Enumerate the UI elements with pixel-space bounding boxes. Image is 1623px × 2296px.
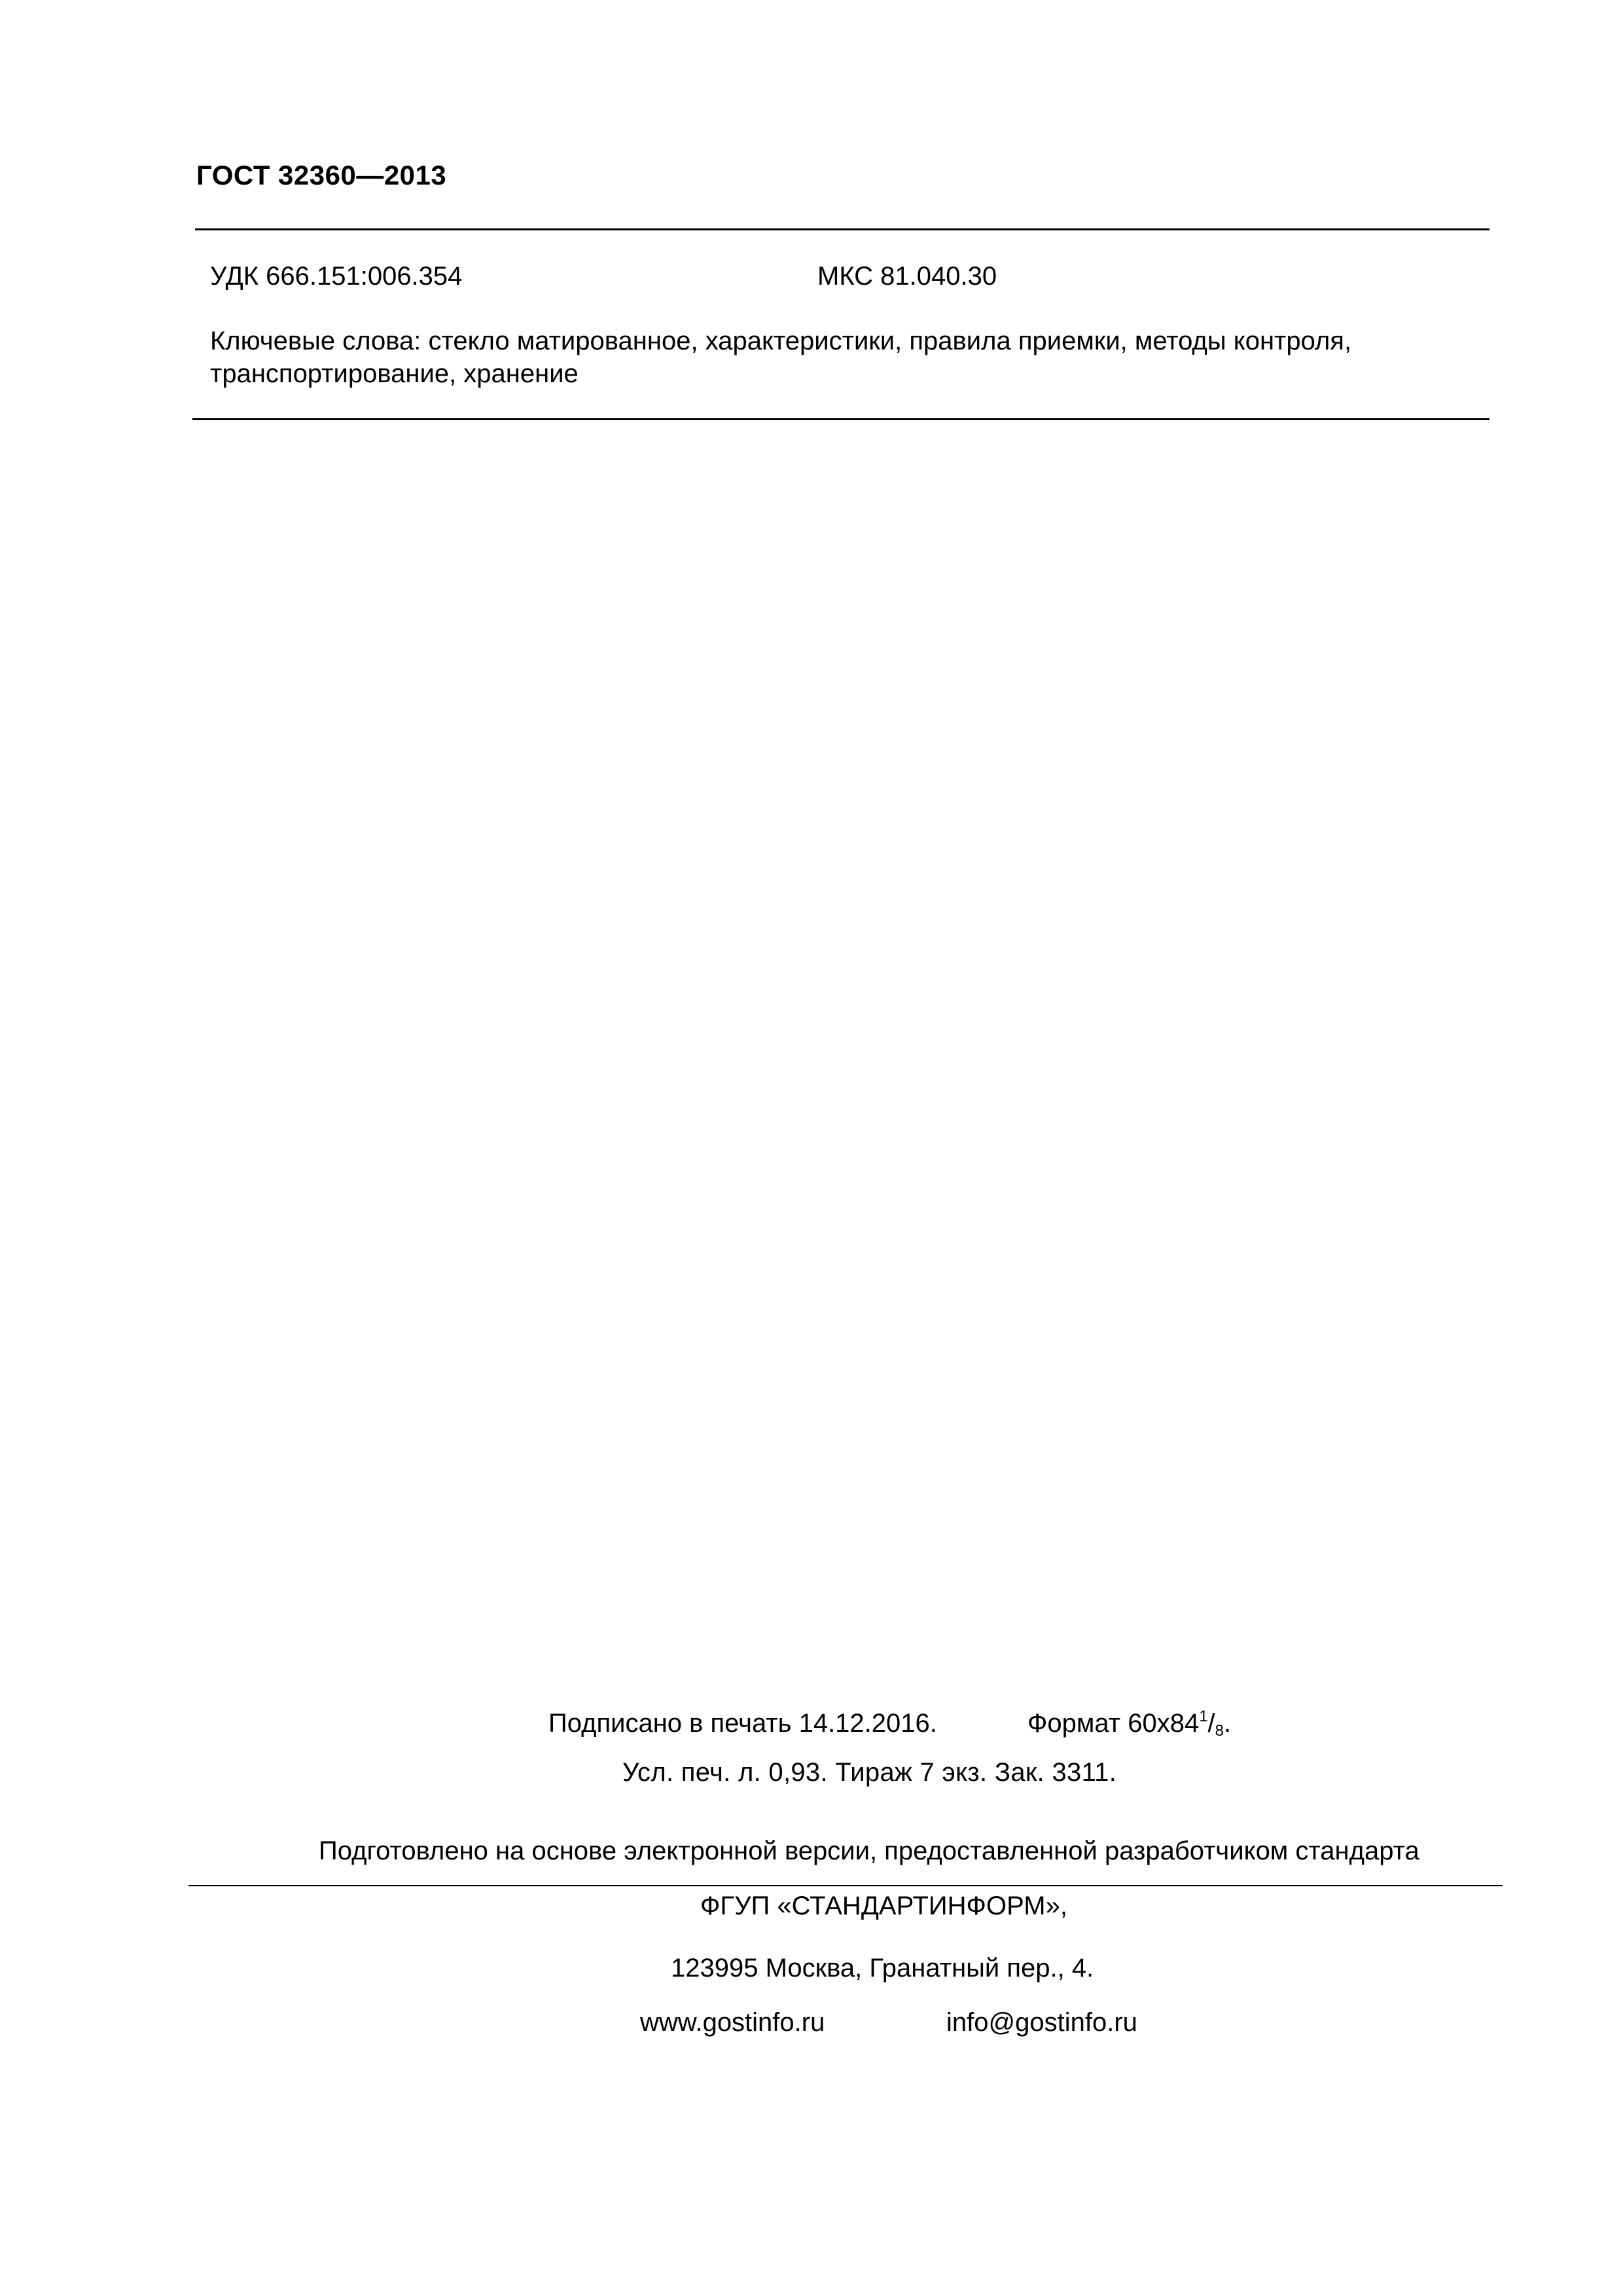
publisher-name: ФГУП «СТАНДАРТИНФОРМ», [700,1892,1067,1920]
signed-for-print: Подписано в печать 14.12.2016. [548,1709,937,1738]
top-divider [195,228,1489,230]
standard-code: ГОСТ 32360—2013 [196,160,447,190]
keywords-divider [192,418,1489,420]
format-prefix: Формат 60x84 [1027,1709,1200,1738]
keywords: Ключевые слова: стекло матированное, характеристики, правила приемки, методы контроля, транспортирование, хранение [210,327,1352,388]
email-link[interactable]: info@gostinfo.ru [946,2008,1137,2037]
format-separator: / [1207,1709,1215,1738]
print-info: Усл. печ. л. 0,93. Тираж 7 экз. Зак. 3311. [622,1758,1117,1787]
format-numerator: 1 [1199,1708,1208,1725]
publisher-address: 123995 Москва, Гранатный пер., 4. [671,1954,1094,1982]
format-denominator: 8 [1215,1722,1224,1740]
prepared-note: Подготовлено на основе электронной версии, предоставленной разработчиком стандарта [319,1837,1419,1865]
website-link[interactable]: www.gostinfo.ru [640,2008,825,2037]
udc-code: УДК 666.151:006.354 [210,262,463,291]
publisher-divider [188,1885,1503,1886]
paper-format [1027,1709,1231,1738]
format-suffix: . [1224,1709,1232,1738]
ics-code: МКС 81.040.30 [817,262,997,291]
